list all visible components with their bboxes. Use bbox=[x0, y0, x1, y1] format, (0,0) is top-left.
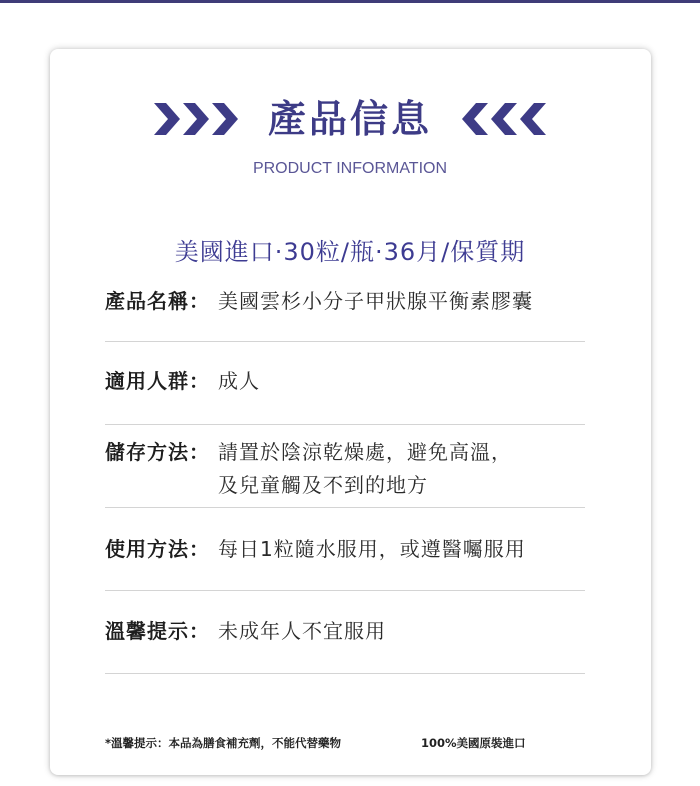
page-subtitle: PRODUCT INFORMATION bbox=[252, 160, 448, 177]
section-header bbox=[0, 95, 700, 143]
info-label: 產品名稱： bbox=[105, 289, 210, 313]
top-accent-bar bbox=[0, 0, 700, 3]
divider bbox=[105, 590, 585, 591]
info-row-target-group bbox=[105, 365, 585, 398]
origin-note: 100%美國原裝進口 bbox=[421, 736, 526, 750]
info-value: 美國雲杉小分子甲狀腺平衡素膠囊 bbox=[218, 289, 533, 313]
triple-chevron-left-icon bbox=[454, 101, 546, 137]
divider bbox=[105, 424, 585, 425]
info-row-storage bbox=[105, 436, 585, 502]
info-label: 溫馨提示： bbox=[105, 619, 210, 643]
footer-note: *溫馨提示：本品為膳食補充劑，不能代替藥物 bbox=[105, 736, 342, 750]
info-value: 請置於陰涼乾燥處，避免高溫， 及兒童觸及不到的地方 bbox=[218, 440, 512, 497]
product-highlight: 美國進口·30粒/瓶·36月/保質期 bbox=[174, 238, 526, 266]
info-value: 未成年人不宜服用 bbox=[218, 619, 386, 643]
info-row-product-name bbox=[105, 285, 585, 318]
page-title: 產品信息 bbox=[267, 96, 432, 141]
info-row-usage bbox=[105, 533, 585, 566]
info-value: 成人 bbox=[218, 369, 260, 393]
divider bbox=[105, 507, 585, 508]
info-row-warning bbox=[105, 615, 585, 648]
info-label: 適用人群： bbox=[105, 369, 210, 393]
triple-chevron-right-icon bbox=[154, 101, 246, 137]
info-label: 使用方法： bbox=[105, 537, 210, 561]
product-info-card bbox=[50, 49, 651, 775]
info-label: 儲存方法： bbox=[105, 440, 210, 464]
divider bbox=[105, 341, 585, 342]
info-value: 每日1粒隨水服用，或遵醫囑服用 bbox=[218, 537, 526, 561]
divider bbox=[105, 673, 585, 674]
